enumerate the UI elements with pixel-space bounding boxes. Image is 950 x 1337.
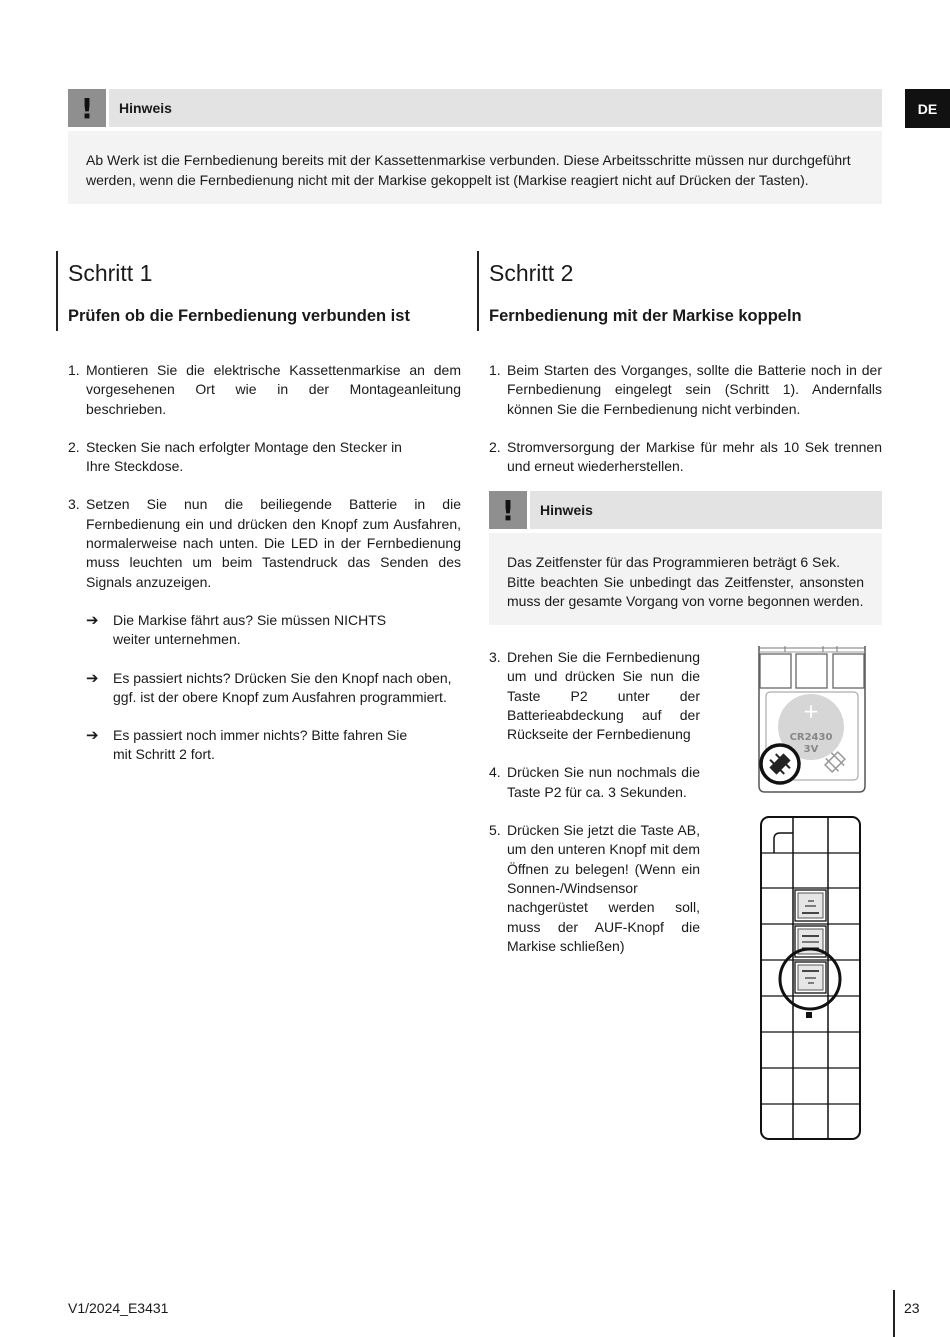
list-item [68,495,461,591]
notice-step2-header [489,491,882,529]
item-text: Drücken Sie nun nochmals die Taste P2 für ca. 3 Sekunden. [507,764,700,800]
result-text: Es passiert noch immer nichts? Bitte fahren Sie mit Schritt 2 fort. [113,727,408,763]
result-text: Es passiert nichts? Drücken Sie den Knopf nach oben, ggf. ist der obere Knopf zum Ausfahren programmiert. [113,669,452,705]
notice-top-body [68,131,882,204]
exclamation-icon: ! [68,89,106,127]
arrow-right-icon: ➔ [86,669,99,687]
list-item [68,361,461,419]
list-item [489,648,700,744]
down-button [795,962,826,993]
step2-list [489,361,882,476]
step1-title: Schritt 1 [68,260,153,286]
item-number: 2. [489,438,501,455]
item-text: Montieren Sie die elektrische Kassettenmarkise an dem vorgesehenen Ort wie in der Montageanleitung beschrieben. [86,362,461,417]
item-number: 1. [489,362,501,378]
battery-plus: + [802,699,820,723]
led-indicator [806,1012,812,1018]
arrow-right-icon: ➔ [86,611,99,629]
item-text: Beim Starten des Vorganges, sollte die Batterie noch in der Fernbedienung eingelegt sein (Schritt 1). Andernfalls können Sie die Fernbedienung nicht verbinden. [507,362,882,417]
battery-label-type: CR2430 [789,732,833,743]
notice-top-text: Ab Werk ist die Fernbedienung bereits mit der Kassettenmarkise verbunden. Diese Arbeitsschritte müssen nur durchgeführt werden, wenn die Fernbedienung nicht mit der Markise gekoppelt ist (Markise reagiert nicht auf Drücken der Tasten). [86,152,851,188]
item-text: Stecken Sie nach erfolgter Montage den Stecker in Ihre Steckdose. [86,438,402,475]
step2-title: Schritt 2 [489,260,574,286]
result-item [86,669,461,708]
list-item [489,438,882,477]
up-button [795,890,826,921]
list-item [68,438,461,477]
battery-label-voltage: 3V [803,744,819,755]
item-text: Drücken Sie jetzt die Taste AB, um den unteren Knopf mit dem Öffnen zu belegen! (Wenn ein Sonnen-/Windsensor nachgerüstet werden soll, muss der AUF-Knopf die Markise schließen) [507,822,700,954]
item-text: Drehen Sie die Fernbedienung um und drücken Sie nun die Taste P2 unter der Batterieabdeckung auf der Rückseite der Fernbedienung [507,649,700,743]
step2-heading [477,251,882,331]
notice-step2-line1: Das Zeitfenster für das Programmieren beträgt 6 Sek. [507,554,841,570]
step2-list-continued [489,648,700,956]
language-tab: DE [905,89,950,128]
result-text: Die Markise fährt aus? Sie müssen NICHTS weiter unternehmen. [113,611,387,648]
battery-compartment-figure [755,642,867,794]
item-number: 3. [68,496,80,513]
list-item [489,361,882,419]
item-number: 3. [489,649,501,665]
notice-step2-title: Hinweis [530,491,882,529]
notice-step2-line2: Bitte beachten Sie unbedingt das Zeitfenster, ansonsten muss der gesamte Vorgang von vorne begonnen werden. [507,573,864,609]
step2-subtitle: Fernbedienung mit der Markise koppeln [489,307,802,325]
list-item [489,763,700,802]
list-item [489,821,700,956]
step1-list [68,361,461,765]
item-number: 2. [68,438,80,455]
page-number: 23 [904,1300,920,1316]
remote-control-figure [758,815,864,1143]
item-text: Stromversorgung der Markise für mehr als 10 Sek trennen und erneut wiederherstellen. [507,438,882,475]
result-item [86,611,461,650]
step1-subtitle: Prüfen ob die Fernbedienung verbunden ist [68,307,410,325]
notice-top-header [68,89,882,127]
item-number: 4. [489,764,501,781]
item-text: Setzen Sie nun die beiliegende Batterie in die Fernbedienung ein und drücken den Knopf zum Ausfahren, normalerweise nach unten. Die LED in der Fernbedienung muss leuchten um beim Tastendruck das Senden des Signals anzuzeigen. [86,496,461,590]
arrow-right-icon: ➔ [86,727,99,745]
footer-version: V1/2024_E3431 [68,1300,169,1316]
notice-step2-body [489,533,882,625]
exclamation-icon: ! [489,491,527,529]
item-number: 1. [68,362,80,378]
result-item [86,726,461,765]
notice-top-title: Hinweis [109,89,882,127]
item-number: 5. [489,822,501,839]
step1-heading [56,251,456,331]
footer-divider [893,1290,895,1337]
